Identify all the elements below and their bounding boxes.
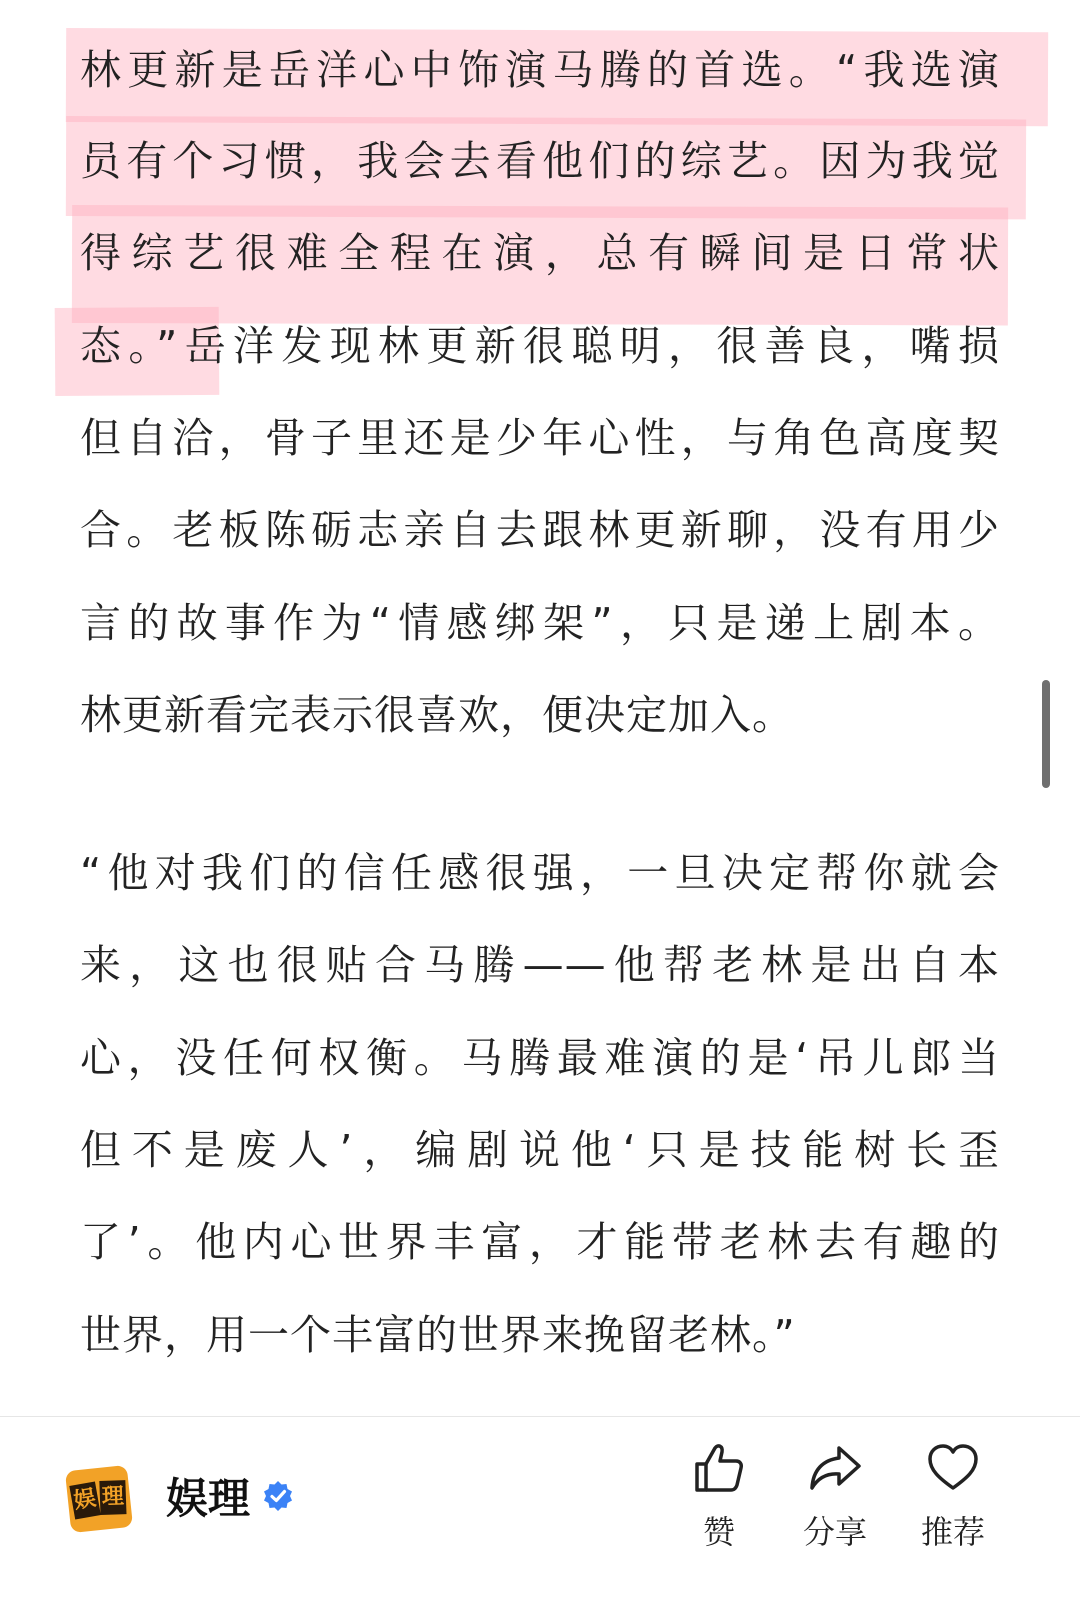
like-button[interactable] — [674, 1440, 764, 1580]
like-label: 赞 — [702, 1513, 735, 1551]
paragraph-line: 员有个习惯，我会去看他们的综艺。因为我觉 — [80, 137, 1000, 185]
paragraph-line: 言的故事作为“情感绑架”，只是递上剧本。 — [80, 599, 1000, 647]
paragraph-line: 世界，用一个丰富的世界来挽留老林。” — [80, 1311, 796, 1359]
paragraph-line: 来，这也很贴合马腾——他帮老林是出自本 — [80, 941, 1000, 989]
verified-badge-icon — [262, 1480, 294, 1512]
thumbs-up-icon — [691, 1440, 747, 1496]
paragraph-line: 但不是废人’，编剧说他‘只是技能树长歪 — [80, 1126, 1000, 1174]
paragraph-line: 态。”岳洋发现林更新很聪明，很善良，嘴损 — [80, 322, 1000, 370]
author-info[interactable] — [68, 1466, 408, 1538]
share-arrow-icon — [807, 1440, 863, 1496]
paragraph-line: 得综艺很难全程在演，总有瞬间是日常状 — [80, 229, 1000, 277]
paragraph-line: 但自洽，骨子里还是少年心性，与角色高度契 — [80, 414, 1000, 462]
heart-icon — [925, 1440, 981, 1496]
paragraph-line: “他对我们的信任感很强，一旦决定帮你就会 — [80, 849, 1000, 897]
paragraph-line: 林更新看完表示很喜欢，便决定加入。 — [80, 691, 794, 739]
scrollbar[interactable] — [1042, 680, 1050, 788]
paragraph-line: 合。老板陈砺志亲自去跟林更新聊，没有用少 — [80, 506, 1000, 554]
share-label: 分享 — [802, 1513, 867, 1551]
share-button[interactable] — [790, 1440, 880, 1580]
author-name[interactable]: 娱理 — [166, 1474, 251, 1523]
paragraph-line: 林更新是岳洋心中饰演马腾的首选。“我选演 — [80, 46, 1000, 94]
avatar-letter: 理 — [99, 1480, 126, 1515]
recommend-button[interactable] — [908, 1440, 998, 1580]
paragraph-line: 了’。他内心世界丰富，才能带老林去有趣的 — [80, 1218, 1000, 1266]
paragraph-line: 心，没任何权衡。马腾最难演的是‘吊儿郎当 — [80, 1034, 1000, 1082]
recommend-label: 推荐 — [920, 1513, 985, 1551]
avatar-letter: 娱 — [69, 1481, 101, 1519]
avatar[interactable] — [65, 1465, 133, 1533]
